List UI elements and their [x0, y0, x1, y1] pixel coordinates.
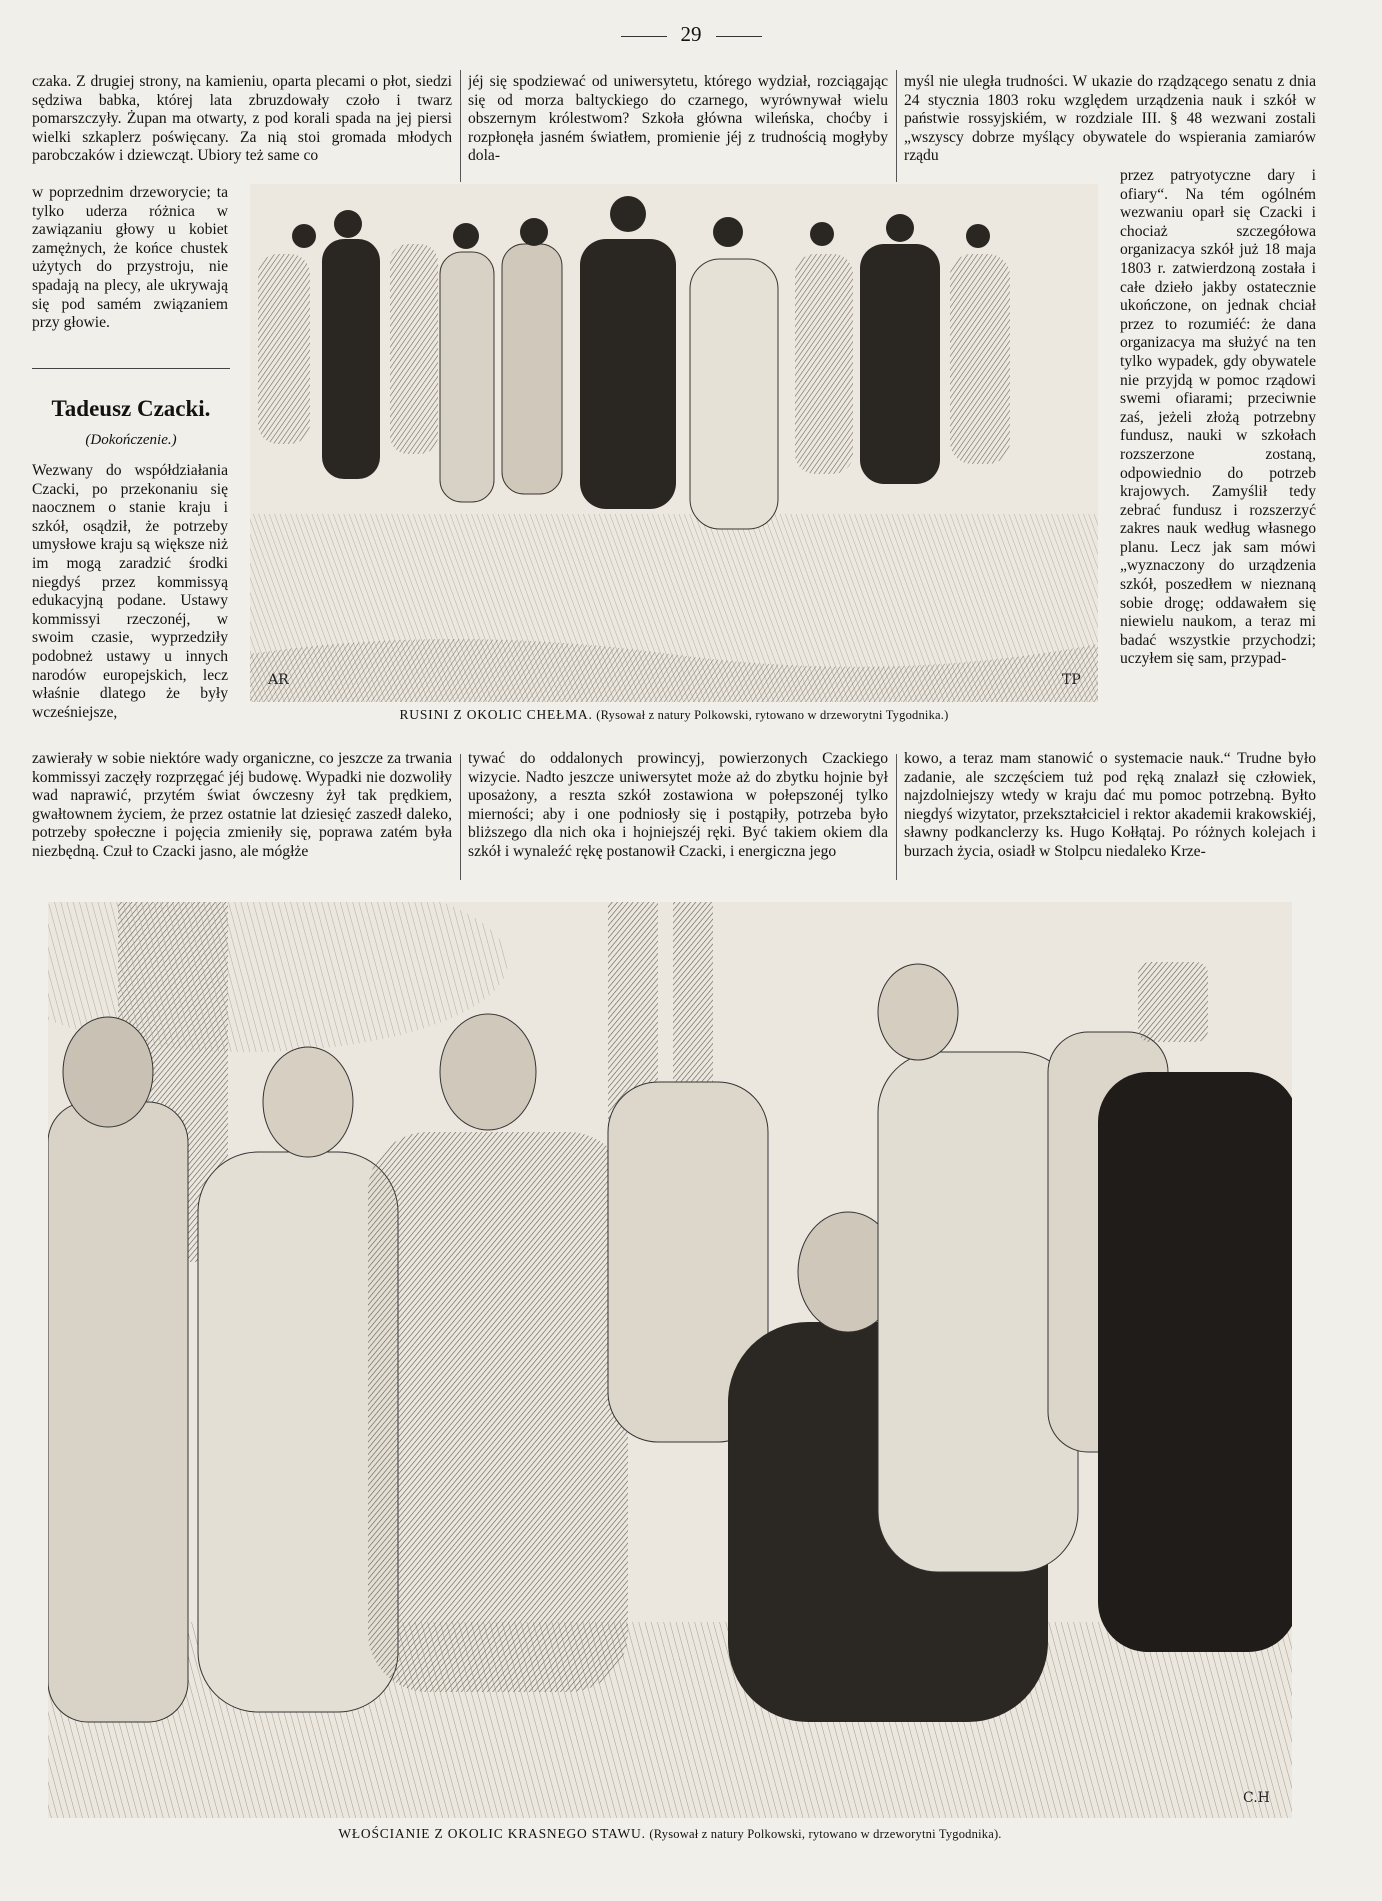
engraver-signature-right: TP	[1062, 672, 1081, 688]
article-subtitle: (Dokończenie.)	[85, 432, 177, 448]
illustration-rusini	[250, 184, 1098, 702]
section-divider	[32, 368, 230, 369]
column-rule	[460, 754, 461, 880]
article-text-top-col3: myśl nie uległa trudności. W ukazie do rządzącego senatu z dnia 24 stycznia 1803 roku względem urządzenia nauk i szkół w państwie rossyjskiém, w rozdziale III. § 48 wezwani zostali „wszyscy dobrze myślący obywatele do wspierania zamiarów rządu	[904, 73, 1316, 165]
article-text-top-col1: czaka. Z drugiej strony, na kamieniu, oparta plecami o płot, siedzi sędziwa babka, której lata zbruzdowały czoło i twarz pomarszczyły. Żupan ma otwarty, z pod korali spada na jej piersi wielki szkaplerz poświęcany. Za nią stoi gromada młodych parobczaków i dziewcząt. Ubiory też same co	[32, 73, 452, 165]
engraving-villagers	[48, 902, 1292, 1818]
article-text-side-col3: przez patryotyczne dary i ofiary“. Na tém ogólném wezwaniu oparł się Czacki i chociaż szczegółowa organizacya szkół już 18 maja 1803 r. zatwierdzoną została i całe dzieło jakby ostatecznie ukończone, on jednak chciał przez to rozumiéć: że dana organizacya ma służyć na ten tylko wypadek, gdy obywatele nie przyjdą w pomoc rządowi swemi ofiarami; przeciwnie zaś, jeżeli złożą potrzebny fundusz, nauki w szkołach rozszerzone zostaną, odpowiednio do potrzeb krajowych. Zamyślił tedy zebrać fundusz i rozszerzyć zakres nauk według własnego planu. Lecz jak sam mówi „wyznaczony do urządzenia szkół, poszedłem w nieznaną sobie drogę; oddawałem się niewielu naukom, a teraz mi badać wszystkie przychodzi; uczyłem się sam, przypad-	[1120, 167, 1316, 668]
engraving-peasants-group	[250, 184, 1098, 702]
engraver-signature-right: C.H	[1243, 1790, 1270, 1806]
page-number: 29	[0, 22, 1382, 47]
article-text-side-col1b: Wezwany do współdziałania Czacki, po przekonaniu się naocznem o stanie kraju i szkół, osądził, że potrzeby umysłowe kraju są większe niż im mogą zaradzić środki niegdyś przez kommissyą edukacyjną podane. Ustawy kommissyi rzeczonéj, w swoim czasie, wyprzedziły podobneż ustawy u innych narodów europejskich, lecz właśnie dlatego że były wcześniejsze,	[32, 462, 228, 721]
illustration-wloscianie	[48, 902, 1292, 1818]
caption-title: RUSINI Z OKOLIC CHEŁMA.	[399, 707, 593, 722]
caption-credit: (Rysował z natury Polkowski, rytowano w drzeworytni Tygodnika.)	[596, 708, 949, 722]
caption-rusini	[250, 707, 1098, 723]
column-rule	[896, 70, 897, 182]
caption-credit: (Rysował z natury Polkowski, rytowano w drzeworytni Tygodnika).	[649, 1827, 1002, 1841]
column-rule	[896, 754, 897, 880]
article-text-bottom-col1: zawierały w sobie niektóre wady organiczne, co jeszcze za trwania kommissyi zaczęły rozprzęgać jéj budowę. Wypadki nie dozwoliły wad naprawić, przytém świat ówczesny żył tak prędkiem, gwałtownem życiem, że przez ostatnie lat dziesięć zaszedł daleko, potrzeby społeczne i pojęcia zmieniły się, poprawa zatém była niezbędną. Czuł to Czacki jasno, ale mógłże	[32, 750, 452, 860]
engraver-signature-left: AR	[268, 672, 289, 688]
article-text-bottom-col2: tywać do oddalonych prowincyj, powierzonych Czackiego wizycie. Nadto jeszcze uniwersytet może aż do zbytku hojnie był uposażony, a reszta szkół zostawiona w połepszonéj tylko mierności; aby i one podniosły się i postąpiły, potrzeba było bliższego dla nich oka i hojniejszéj ręki. Być takiem okiem dla szkół i wynaleźć rękę postanowił Czacki, i energiczna jego	[468, 750, 888, 860]
article-text-bottom-col3: kowo, a teraz mam stanowić o systemacie nauk.“ Trudne było zadanie, ale szczęściem tuż pod ręką znalazł się człowiek, najzdolniejszy wtedy w kraju dać mu pomoc potrzebną. Byłto niegdyś wizytator, przekształciciel i rektor akademii krakowskiéj, sławny podkanclerzy ks. Hugo Kołłątaj. Po różnych kolejach i burzach życia, osiadł w Stolpcu niedaleko Krze-	[904, 750, 1316, 860]
column-rule	[460, 70, 461, 182]
article-text-side-col1: w poprzednim drzeworycie; ta tylko uderza różnica w zawiązaniu głowy u kobiet zamężnych, że końce chustek użytych do przystroju, nie spadają na plecy, ale ukrywają się pod samém związaniem przy głowie.	[32, 184, 228, 332]
article-text-top-col2: jéj się spodziewać od uniwersytetu, którego wydział, rozciągając się od morza baltyckiego do czarnego, wyrównywał wielu obszernym królestwom? Szkoła główna wileńska, choćby i rozpłonęła jasném światłem, promienie jéj z trudnością mogłyby dola-	[468, 73, 888, 165]
caption-wloscianie	[48, 1826, 1292, 1842]
caption-title: WŁOŚCIANIE Z OKOLIC KRASNEGO STAWU.	[338, 1826, 646, 1841]
article-title: Tadeusz Czacki.	[51, 396, 211, 421]
